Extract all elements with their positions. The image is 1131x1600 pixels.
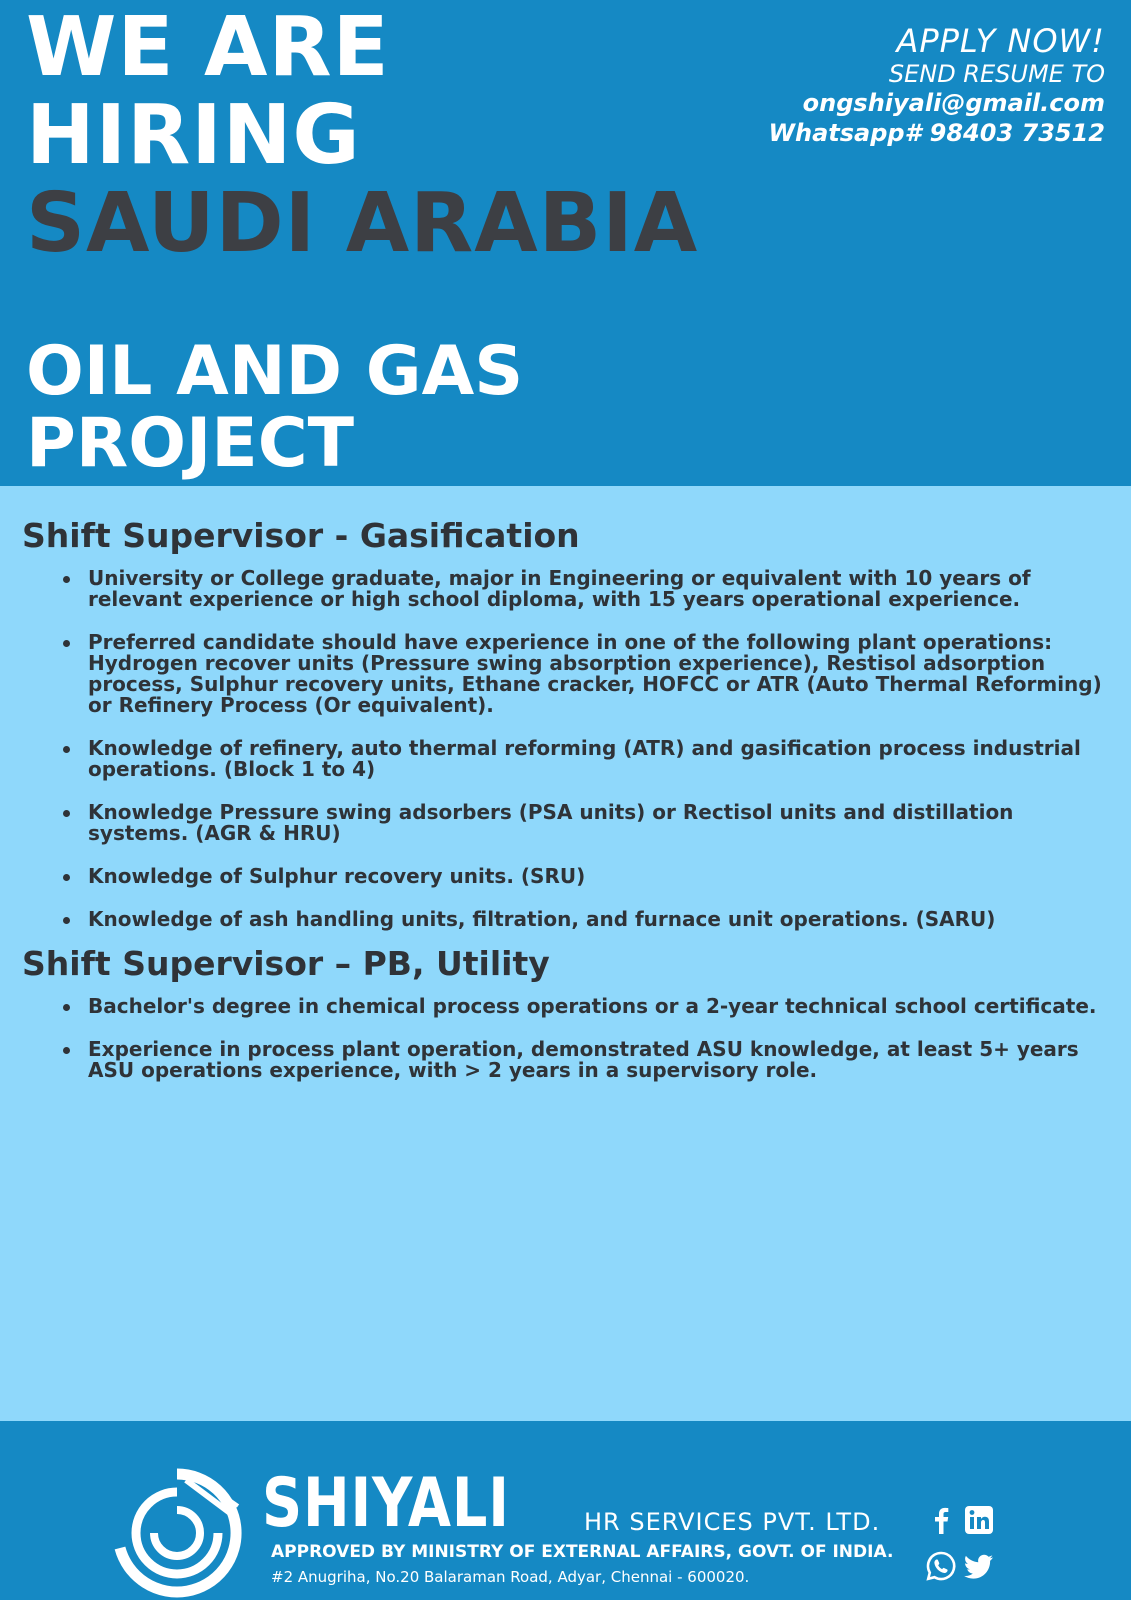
apply-block: [769, 22, 1105, 148]
hero-location: SAUDI ARABIA: [26, 176, 699, 271]
hiring-headline: [26, 0, 699, 271]
section-title: Shift Supervisor – PB, Utility: [22, 944, 550, 983]
approval-text: APPROVED BY MINISTRY OF EXTERNAL AFFAIRS, GOVT. OF INDIA.: [271, 1542, 894, 1562]
hero-line-2: HIRING: [26, 88, 361, 183]
facebook-icon[interactable]: [925, 1504, 957, 1536]
project-title: [26, 332, 524, 483]
project-line-1: OIL AND GAS: [26, 332, 524, 411]
apply-now-text: APPLY NOW!: [896, 22, 1105, 60]
list-item: Preferred candidate should have experience in one of the following plant operations: Hydrogen recover units (Pressure swing absorption experience), Restisol adsorption process, Sulphur recovery units, Ethane cracker, HOFCC or ATR (Auto Thermal Reforming) or Refinery Process (Or equivalent).: [88, 632, 1112, 716]
list-item: Knowledge of refinery, auto thermal reforming (ATR) and gasification process industrial operations. (Block 1 to 4): [88, 738, 1112, 780]
send-resume-text: SEND RESUME TO: [888, 60, 1105, 88]
twitter-icon[interactable]: [963, 1550, 995, 1582]
header-band: [0, 0, 1131, 486]
job-description: [22, 516, 1112, 1103]
linkedin-icon[interactable]: [963, 1504, 995, 1536]
requirements-list: [22, 568, 1112, 930]
company-address: #2 Anugriha, No.20 Balaraman Road, Adyar, Chennai - 600020.: [271, 1568, 750, 1586]
email-address[interactable]: ongshiyali@gmail.com: [802, 89, 1105, 117]
whatsapp-number[interactable]: Whatsapp# 98403 73512: [768, 119, 1105, 147]
requirements-list: [22, 996, 1112, 1081]
list-item: Knowledge of Sulphur recovery units. (SRU): [88, 866, 1112, 887]
list-item: Experience in process plant operation, demonstrated ASU knowledge, at least 5+ years ASU operations experience, with > 2 years in a supervisory role.: [88, 1039, 1112, 1081]
list-item: University or College graduate, major in Engineering or equivalent with 10 years of relevant experience or high school diploma, with 15 years operational experience.: [88, 568, 1112, 610]
shiyali-logo-icon: [110, 1466, 244, 1600]
list-item: Bachelor's degree in chemical process operations or a 2-year technical school certificate.: [88, 996, 1112, 1017]
whatsapp-icon[interactable]: [925, 1550, 957, 1582]
project-line-2: PROJECT: [26, 404, 355, 483]
section-title: Shift Supervisor - Gasification: [22, 516, 580, 555]
hero-line-1: WE ARE: [26, 0, 390, 95]
brand-name: SHIYALI: [262, 1464, 510, 1543]
list-item: Knowledge Pressure swing adsorbers (PSA units) or Rectisol units and distillation systems. (AGR & HRU): [88, 802, 1112, 844]
list-item: Knowledge of ash handling units, filtration, and furnace unit operations. (SARU): [88, 909, 1112, 930]
brand-subtitle: HR SERVICES PVT. LTD.: [584, 1508, 881, 1536]
